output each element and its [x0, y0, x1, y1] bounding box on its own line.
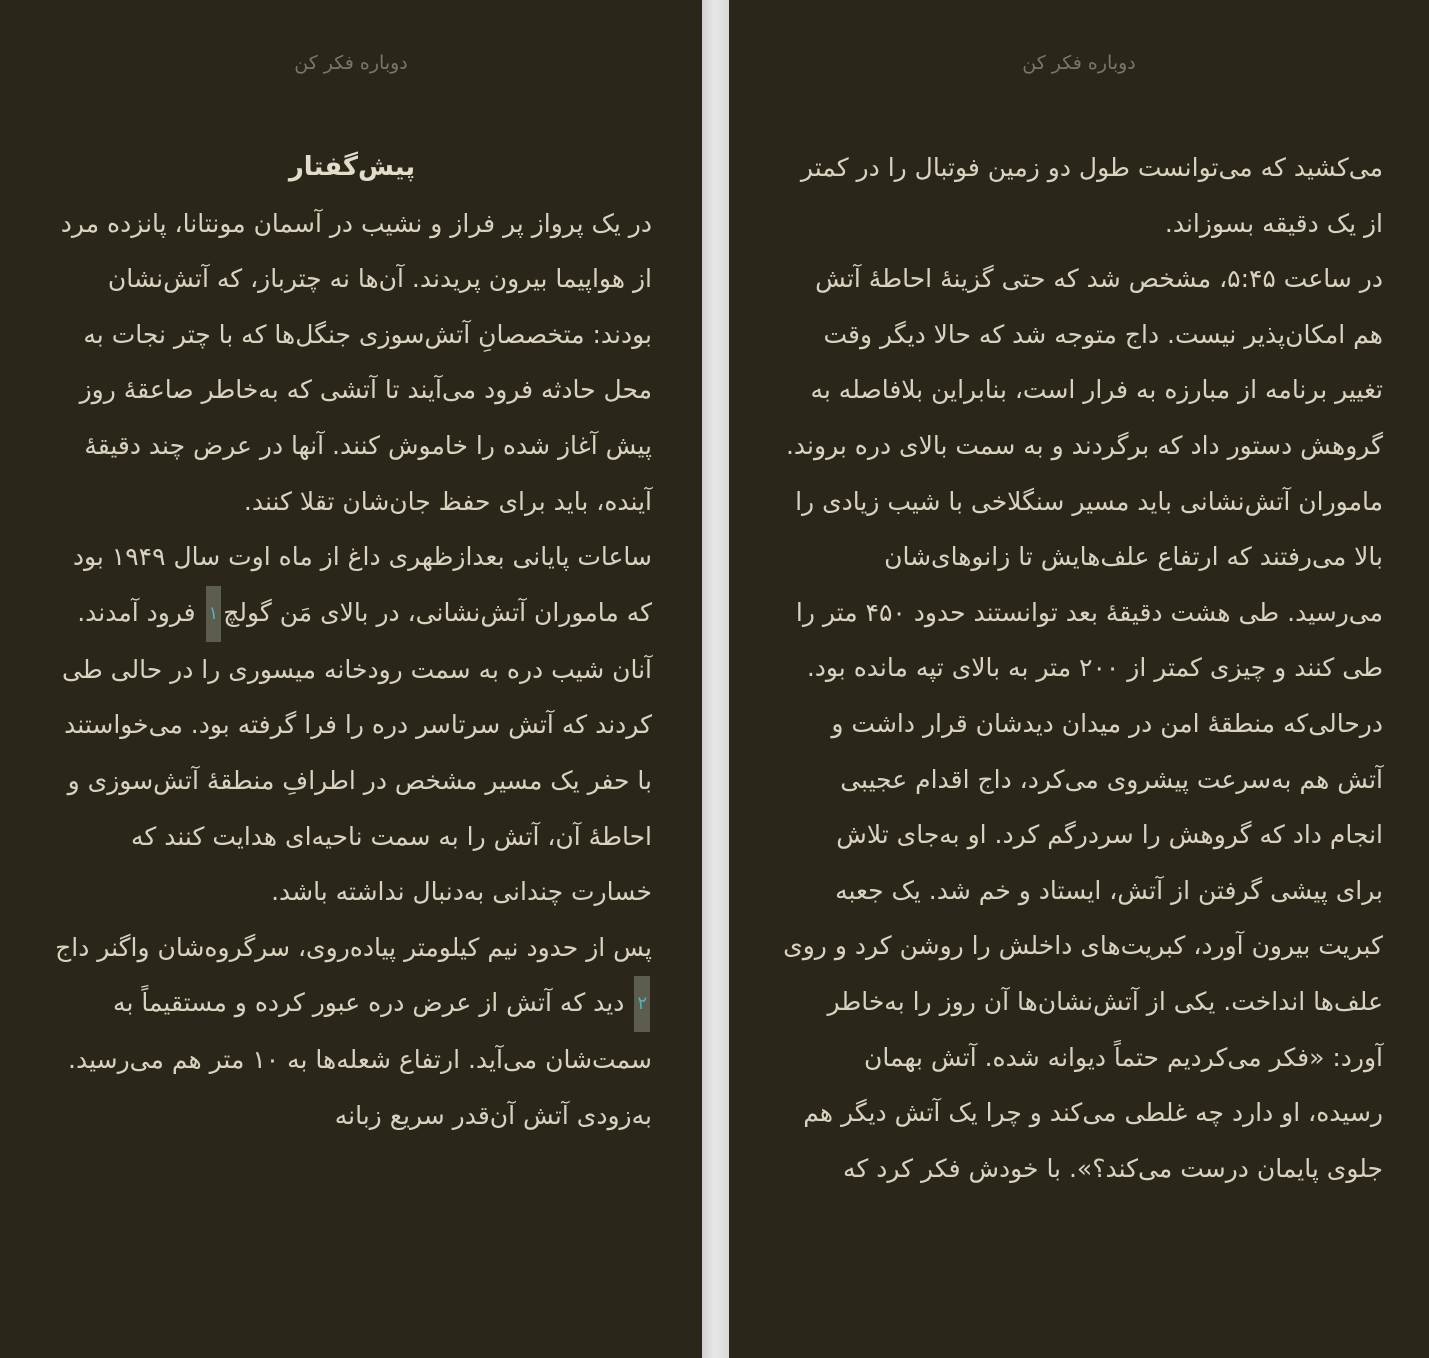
- footnote-ref-2[interactable]: ۲: [634, 976, 650, 1032]
- paragraph: درحالی‌که منطقهٔ امن در میدان دیدشان قرار داشت و آتش هم به‌سرعت پیشروی می‌کرد، داج اقدام عجیبی انجام داد که گروهش را سردرگم کرد. او به‌جای تلاش برای پیشی گرفتن از آتش، ایستاد و خم شد. یک جعبه کبریت بیرون آورد، کبریت‌های داخلش را روشن کرد و روی علف‌ها انداخت. یکی از آتش‌نشان‌ها آن روز را به‌خاطر آورد: «فکر می‌کردیم حتماً دیوانه شده. آتش بهمان رسیده، او دارد چه غلطی می‌کند و چرا یک آتش دیگر هم جلوی پایمان درست می‌کند؟». با خودش فکر کرد که: [783, 708, 1383, 1183]
- paragraph: در ساعت ۵:۴۵، مشخص شد که حتی گزینهٔ احاطهٔ آتش هم امکان‌پذیر نیست. داج متوجه شد که حالا دیگر وقت تغییر برنامه از مبارزه به فرار است، بنابراین بلافاصله به گروهش دستور داد که برگردند و به سمت بالای دره بروند. ماموران آتش‌نشانی باید مسیر سنگلاخی با شیب زیادی را بالا می‌رفتند که ارتفاع علف‌هایش تا زانوهای‌شان می‌رسید. طی هشت دقیقهٔ بعد توانستند حدود ۴۵۰ متر را طی کنند و چیزی کمتر از ۲۰۰ متر به بالای تپه مانده بود.: [785, 264, 1383, 683]
- page-text: [52, 140, 652, 1144]
- chapter-title: پیش‌گفتار: [288, 152, 416, 182]
- page-gutter: [702, 0, 729, 1358]
- paragraph: می‌کشید که می‌توانست طول دو زمین فوتبال را در کمتر از یک دقیقه بسوزاند.: [800, 153, 1383, 238]
- footnote-ref-1[interactable]: ۱: [206, 586, 222, 642]
- running-head: دوباره فکر کن: [294, 52, 408, 74]
- paragraph: [52, 529, 652, 920]
- paragraph-text: فرود آمدند. آنان شیب دره به سمت رودخانه میسوری را در حالی طی کردند که آتش سرتاسر دره را فرا گرفته بود. می‌خواستند با حفر یک مسیر مشخص در اطرافِ منطقهٔ آتش‌سوزی و احاطهٔ آن، آتش را به سمت ناحیه‌ای هدایت کنند که خسارت چندانی به‌دنبال نداشته باشد.: [62, 597, 652, 907]
- paragraph: در یک پرواز پر فراز و نشیب در آسمان مونتانا، پانزده مرد از هواپیما بیرون پریدند. آن‌ها نه چترباز، که آتش‌نشان بودند: متخصصانِ آتش‌سوزی جنگل‌ها که با چتر نجات به محل حادثه فرود می‌آیند تا آتشی که به‌خاطر صاعقهٔ روز پیش آغاز شده را خاموش کنند. آنها در عرض چند دقیقهٔ آینده، باید برای حفظ جان‌شان تقلا کنند.: [60, 208, 652, 516]
- paragraph-text: ساعات پایانی بعدازظهری داغ از ماه اوت سال ۱۹۴۹ بود که ماموران آتش‌نشانی، در بالای مَن گولچ: [72, 542, 652, 627]
- left-page[interactable]: [0, 0, 702, 1358]
- paragraph-text: دید که آتش از عرض دره عبور کرده و مستقیماً به سمت‌شان می‌آید. ارتفاع شعله‌ها به ۱۰ متر هم می‌رسید. به‌زودی آتش آن‌قدر سریع زبانه: [68, 988, 652, 1130]
- paragraph-text: پس از حدود نیم کیلومتر پیاده‌روی، سرگروه‌شان واگنر داج: [55, 932, 652, 962]
- running-head: دوباره فکر کن: [1022, 52, 1136, 74]
- paragraph: [52, 920, 652, 1144]
- page-text: [783, 140, 1383, 1196]
- right-page[interactable]: [729, 0, 1429, 1358]
